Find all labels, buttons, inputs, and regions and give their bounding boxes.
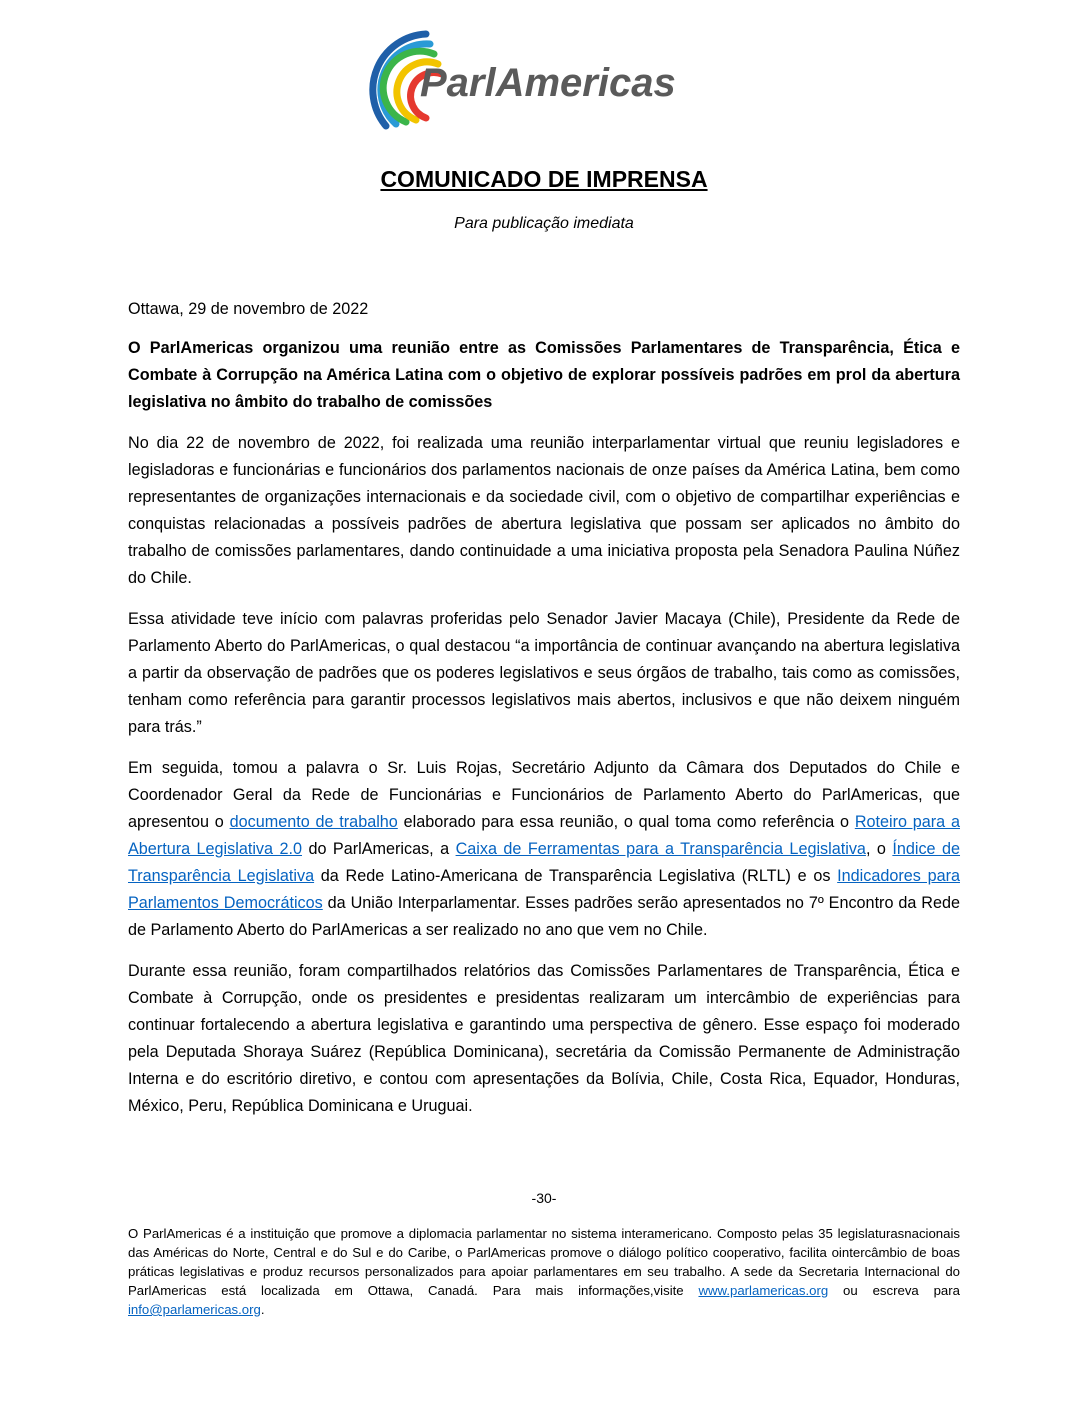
dateline: Ottawa, 29 de novembro de 2022 — [128, 300, 369, 318]
footer-text: ou escreva para — [828, 1283, 960, 1298]
paragraph-3-text: da União Interparlamentar. Esses padrões serão apresentados no 7º Encontro da Rede de Parlamento Aberto do ParlAmericas a ser realizado no ano que vem no Chile. — [128, 894, 960, 939]
page-subtitle: Para publicação imediata — [454, 215, 634, 232]
footer-text: . — [260, 1302, 265, 1317]
link-documento-de-trabalho[interactable]: documento de trabalho — [229, 813, 398, 831]
footer-boilerplate — [128, 1224, 960, 1319]
footer-text: O ParlAmericas é a instituição que promove a diplomacia parlamentar no sistema interamericano. Composto pelas 35 legislaturasnacionais das Américas do Norte, Central e do Sul e do Caribe, o ParlAmericas promove o diálogo político cooperativo, facilita ointercâmbio de boas práticas legislativas e produz recursos personalizados para apoiar parlamentares em seu trabalho. A sede da Secretaria Internacional do ParlAmericas está localizada em Ottawa, Canadá. Para mais informações,visite — [128, 1226, 960, 1298]
press-release-body — [128, 296, 960, 1134]
logo-wordmark: ParlAmericas — [420, 61, 676, 105]
page-number: -30- — [531, 1190, 557, 1206]
footer-website-link[interactable]: www.parlamericas.org — [698, 1283, 829, 1298]
link-indice-de-transparencia[interactable]: Índice de Transparência Legislativa — [128, 840, 961, 885]
lead-paragraph: O ParlAmericas organizou uma reunião entre as Comissões Parlamentares de Transparência, Ética e Combate à Corrupção na América Latina com o objetivo de explorar possíveis padrões em prol da abertura legislativa no âmbito do trabalho de comissões — [128, 339, 960, 411]
link-roteiro-abertura-legislativa[interactable]: Roteiro para a Abertura Legislativa 2.0 — [128, 813, 960, 858]
paragraph-3-text: da Rede Latino-Americana de Transparência Legislativa (RLTL) e os — [314, 867, 838, 885]
paragraph-2: Essa atividade teve início com palavras proferidas pelo Senador Javier Macaya (Chile), Presidente da Rede de Parlamento Aberto do ParlAmericas, o qual destacou “a importância de continuar avançando na abertura legislativa a partir da observação de padrões que os poderes legislativos e seus órgãos de trabalho, tais como as comissões, tenham como referência para garantir processos legislativos mais abertos, inclusivos e que não deixem ninguém para trás.” — [128, 610, 960, 736]
footer-email-link[interactable]: info@parlamericas.org — [128, 1302, 261, 1317]
page-title: COMUNICADO DE IMPRENSA — [380, 166, 708, 192]
paragraph-3 — [128, 755, 960, 944]
paragraph-3-text: do ParlAmericas, a — [302, 840, 456, 858]
link-indicadores-parlamentos[interactable]: Indicadores para Parlamentos Democráticos — [128, 867, 960, 912]
paragraph-1: No dia 22 de novembro de 2022, foi realizada uma reunião interparlamentar virtual que reuniu legisladores e legisladoras e funcionárias e funcionários dos parlamentos nacionais de onze países da América Latina, bem como representantes de organizações internacionais e da sociedade civil, com o objetivo de compartilhar experiências e conquistas relacionadas a possíveis padrões de abertura legislativa que possam ser aplicados no âmbito do trabalho de comissões parlamentares, dando continuidade a uma iniciativa proposta pela Senadora Paulina Núñez do Chile. — [128, 434, 960, 587]
paragraph-3-text: , o — [865, 840, 893, 858]
paragraph-4: Durante essa reunião, foram compartilhados relatórios das Comissões Parlamentares de Transparência, Ética e Combate à Corrupção, onde os presidentes e presidentas realizaram um intercâmbio de experiências para continuar fortalecendo a abertura legislativa e garantindo uma perspectiva de gênero. Esse espaço foi moderado pela Deputada Shoraya Suárez (República Dominicana), secretária da Comissão Permanente de Administração Interna e do escritório diretivo, e contou com apresentações da Bolívia, Chile, Costa Rica, Equador, Honduras, México, Peru, República Dominicana e Uruguai. — [128, 962, 960, 1115]
paragraph-3-text: elaborado para essa reunião, o qual toma como referência o — [397, 813, 855, 831]
link-caixa-de-ferramentas[interactable]: Caixa de Ferramentas para a Transparência Legislativa — [455, 840, 866, 858]
paragraph-3-text: Em seguida, tomou a palavra o Sr. Luis Rojas, Secretário Adjunto da Câmara dos Deputados do Chile e Coordenador Geral da Rede de Funcionárias e Funcionários de Parlamento Aberto do ParlAmericas, que apresentou o — [128, 759, 960, 831]
